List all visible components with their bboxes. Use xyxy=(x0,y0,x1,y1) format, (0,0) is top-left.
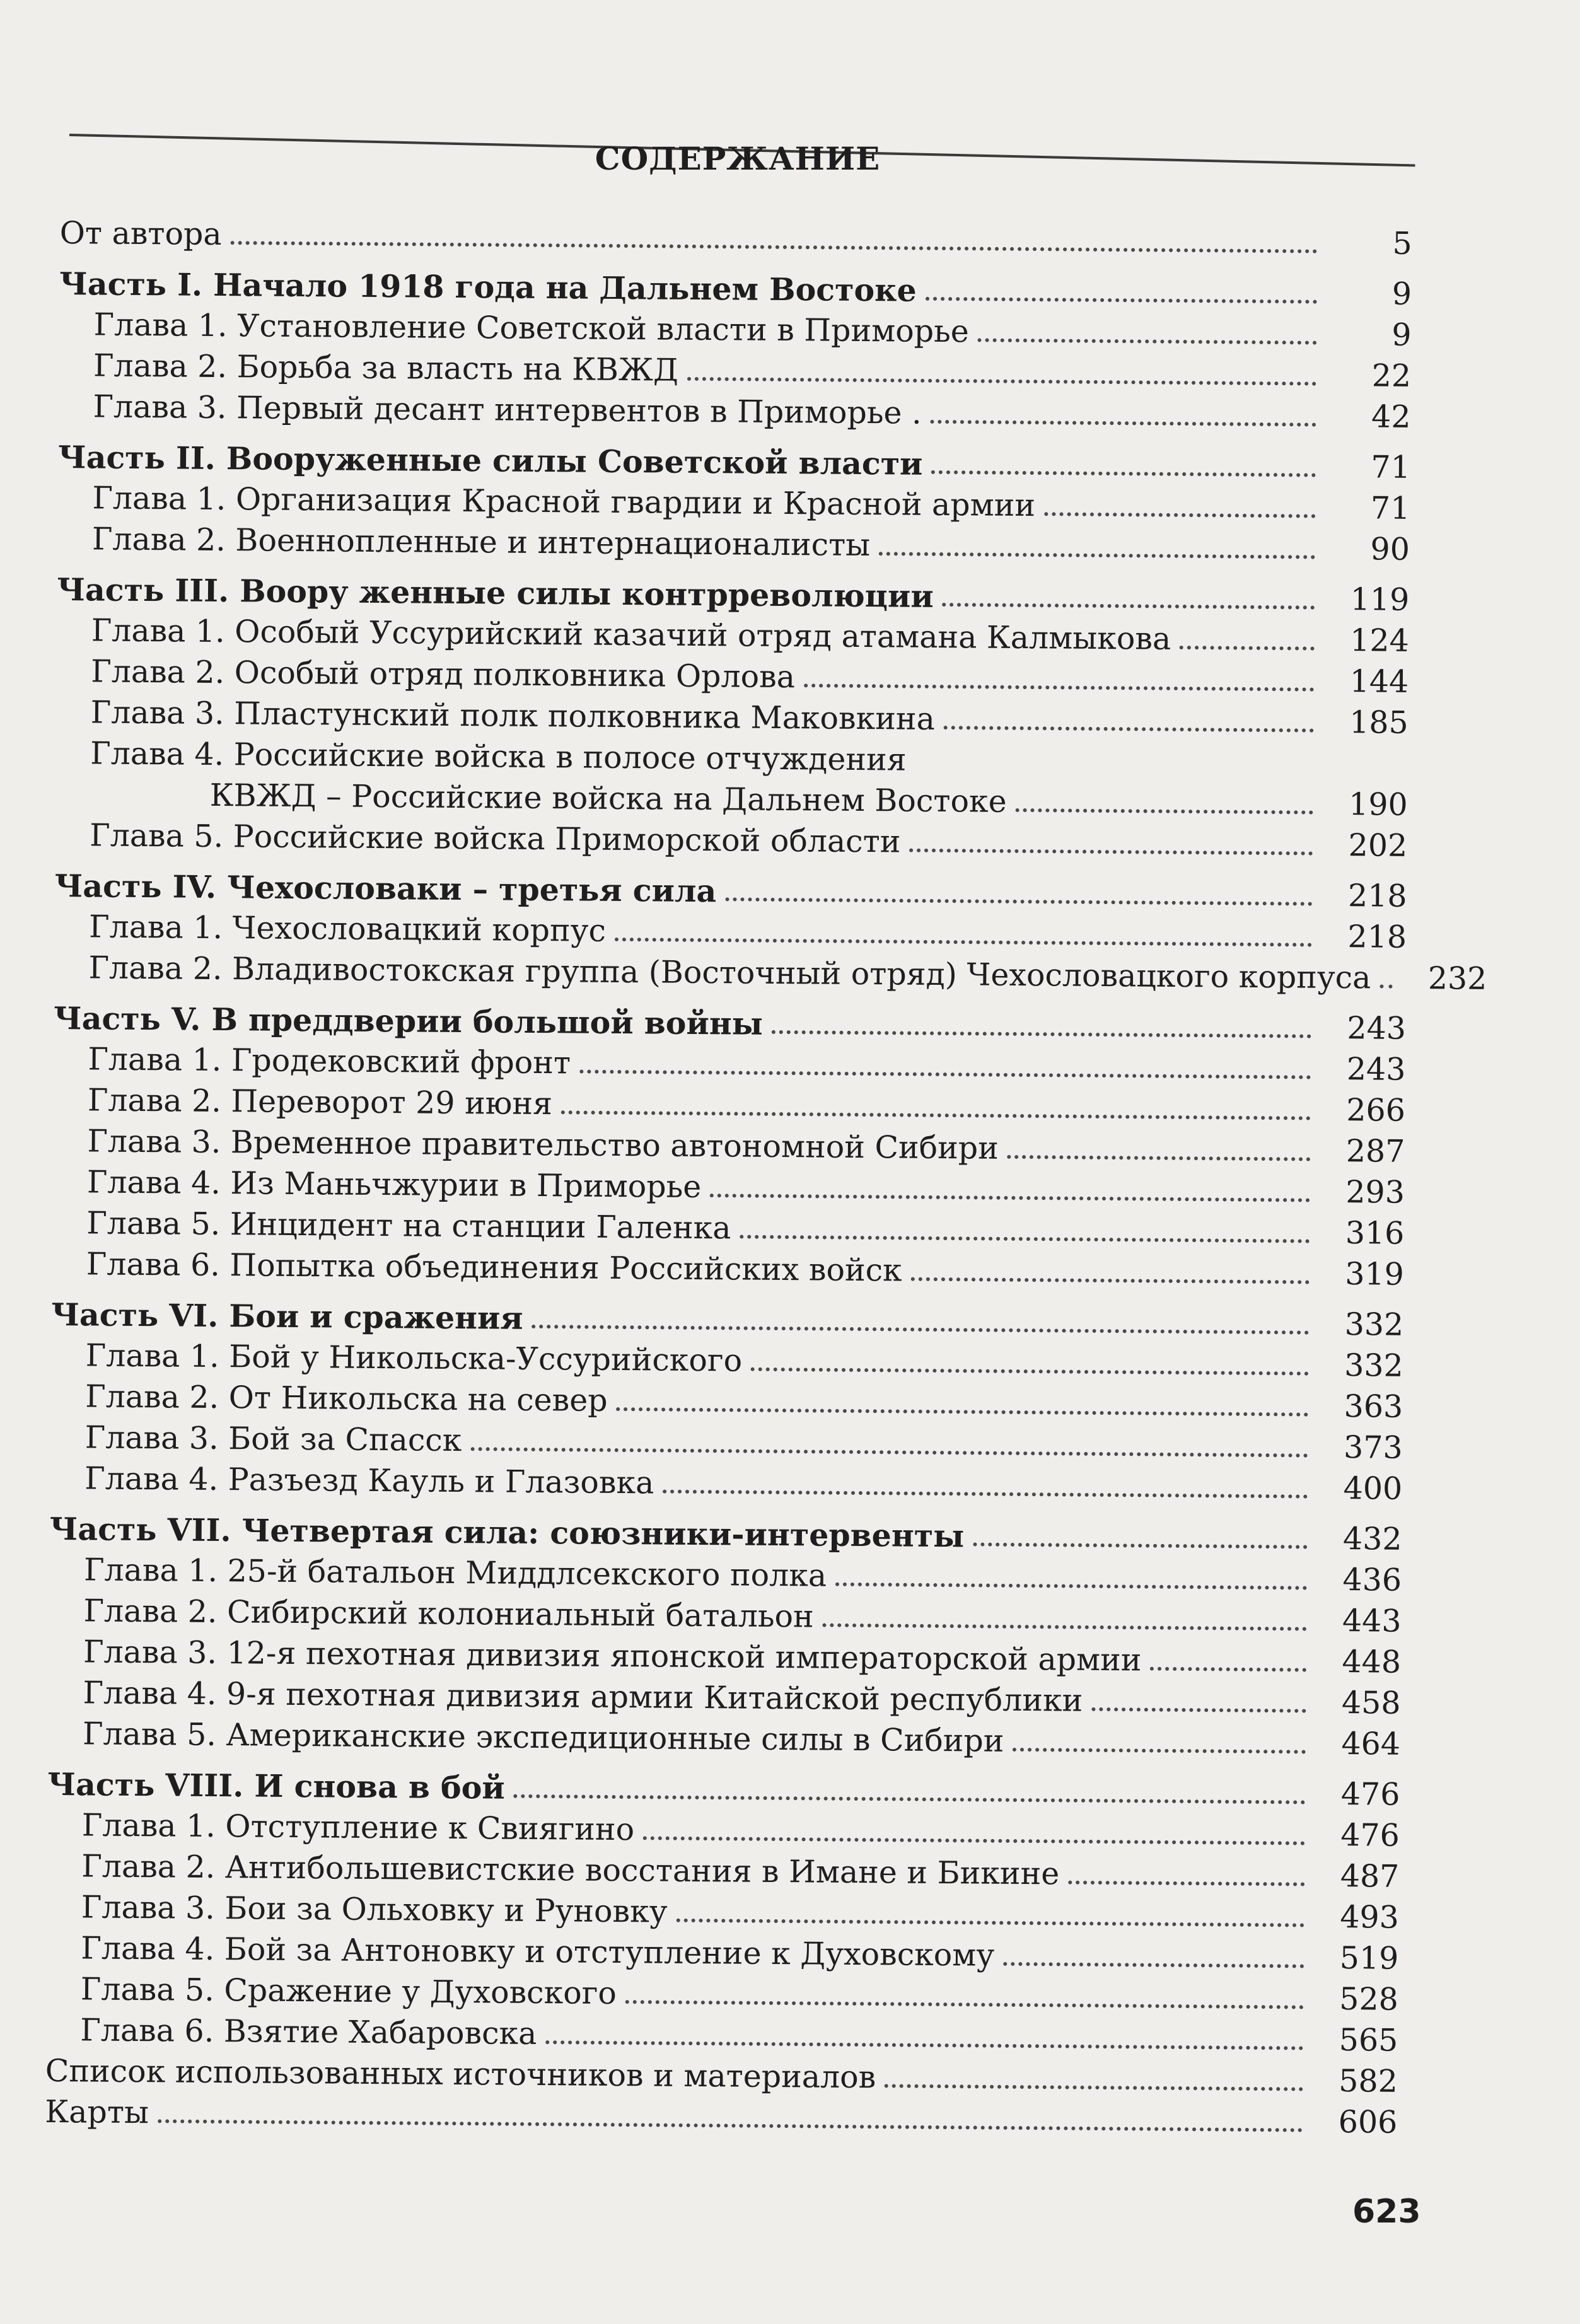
dot-leader xyxy=(1003,1962,1304,1968)
toc-entry-title: Глава 2. Особый отряд полковника Орлова xyxy=(91,653,796,695)
toc-entry xyxy=(55,776,1408,824)
toc-entry-title: Глава 1. Отступление к Свиягино xyxy=(81,1807,635,1848)
dot-leader xyxy=(710,1194,1310,1202)
toc-entry-title: Часть VII. Четвертая сила: союзники-интервенты xyxy=(49,1510,965,1555)
toc-page-number: 464 xyxy=(1341,1726,1401,1762)
toc-entry-title: От автора xyxy=(59,214,222,253)
toc-page-number: 185 xyxy=(1349,704,1409,741)
toc-entry-title: Глава 5. Сражение у Духовского xyxy=(80,1971,617,2012)
toc-entry-title: Часть III. Воору женные силы контрреволюции xyxy=(57,571,934,615)
toc-entry-title: Глава 2. Сибирский колониальный батальон xyxy=(83,1593,814,1635)
dot-leader xyxy=(1008,1155,1311,1161)
toc-page-number: 316 xyxy=(1345,1215,1405,1252)
dot-leader xyxy=(931,470,1316,477)
toc-entry xyxy=(57,612,1409,660)
toc-entry xyxy=(54,908,1407,956)
dot-leader xyxy=(230,241,1317,253)
toc-entry-title: Часть VI. Бои и сражения xyxy=(51,1296,523,1337)
toc-entry xyxy=(46,1970,1398,2019)
dot-leader xyxy=(625,2000,1304,2009)
toc-page-number: 332 xyxy=(1344,1306,1404,1343)
toc-part-entry xyxy=(57,571,1409,619)
toc-page-number: 293 xyxy=(1345,1174,1405,1211)
toc-entry-title: Глава 4. 9-я пехотная дивизия армии Китайской республики xyxy=(83,1675,1083,1719)
dot-leader xyxy=(615,938,1312,947)
toc-entry-title: Глава 4. Бой за Антоновку и отступление к Духовскому xyxy=(81,1930,995,1973)
toc-page-number: 363 xyxy=(1344,1388,1403,1425)
toc-page-number: 476 xyxy=(1340,1817,1400,1854)
dot-leader xyxy=(643,1836,1305,1845)
toc-entry-title: Глава 1. Установление Советской власти в Приморье xyxy=(93,306,970,350)
page-title: СОДЕРЖАНИЕ xyxy=(595,140,881,177)
toc-page-number: 144 xyxy=(1349,663,1409,700)
dot-leader xyxy=(545,2040,1303,2050)
dot-leader xyxy=(915,770,1313,774)
toc-entry-title: Глава 1. Особый Уссурийский казачий отряд атамана Калмыкова xyxy=(91,612,1171,657)
toc-entry-title: Глава 5. Американские экспедиционные силы в Сибири xyxy=(82,1716,1004,1759)
dot-leader xyxy=(978,338,1317,344)
dot-leader xyxy=(909,849,1313,856)
dot-leader xyxy=(1091,1707,1306,1713)
toc-entry-title: Глава 3. 12-я пехотная дивизия японской императорской армии xyxy=(83,1634,1142,1678)
toc-page-number xyxy=(1313,782,1408,783)
toc-page-number: 90 xyxy=(1370,531,1410,567)
dot-leader xyxy=(926,297,1317,304)
toc-entry xyxy=(45,2052,1398,2101)
toc-entry-title: Глава 2. Военнопленные и интернационалисты xyxy=(91,521,871,564)
toc-page-number: 218 xyxy=(1347,919,1407,955)
toc-entry-title: Глава 1. Гродековский фронт xyxy=(88,1041,571,1081)
toc-page-number: 9 xyxy=(1391,276,1412,312)
toc-entry xyxy=(46,1929,1398,1978)
dot-leader xyxy=(1044,512,1315,518)
dot-leader xyxy=(579,1070,1311,1079)
toc-entry-title: Глава 1. Организация Красной гвардии и Красной армии xyxy=(92,480,1036,524)
toc-page-number: 319 xyxy=(1345,1256,1405,1293)
toc-page-number: 448 xyxy=(1342,1644,1402,1680)
dot-leader xyxy=(973,1542,1307,1548)
toc-entry xyxy=(55,816,1407,865)
toc-page-number: 243 xyxy=(1347,1010,1407,1047)
toc-page-number: 565 xyxy=(1339,2022,1398,2059)
toc-entry-title: Глава 5. Российские войска Приморской области xyxy=(90,817,901,860)
toc-entry-title: Глава 4. Разъезд Кауль и Глазовка xyxy=(84,1460,654,1501)
dot-leader xyxy=(943,603,1315,610)
dot-leader xyxy=(663,1490,1308,1499)
toc-entry-title: Глава 1. Чехословацкий корпус xyxy=(88,909,607,949)
toc-entry-title: Глава 2. Переворот 29 июня xyxy=(87,1082,553,1122)
toc-entry xyxy=(50,1460,1402,1508)
toc-entry xyxy=(49,1633,1401,1682)
dot-leader xyxy=(676,1919,1304,1927)
toc-page-number: 266 xyxy=(1346,1092,1406,1129)
toc-page-number: 9 xyxy=(1391,317,1412,353)
toc-entry-title: Часть IV. Чехословаки – третья сила xyxy=(54,867,717,910)
dot-leader xyxy=(772,1030,1311,1038)
toc-page-number: 487 xyxy=(1340,1858,1400,1895)
toc-entry-title: Глава 5. Инцидент на станции Галенка xyxy=(86,1205,731,1246)
toc-entry xyxy=(45,2093,1397,2142)
toc-page-number: 22 xyxy=(1371,357,1412,394)
dot-leader xyxy=(158,2119,1303,2132)
toc-entry xyxy=(60,214,1412,263)
toc-page-number: 218 xyxy=(1347,878,1407,914)
toc-page-number: 332 xyxy=(1344,1347,1403,1384)
dot-leader xyxy=(1013,1748,1306,1754)
dot-leader xyxy=(1180,646,1315,651)
dot-leader xyxy=(616,1407,1308,1417)
toc-entry-title: Карты xyxy=(45,2093,149,2131)
table-of-contents xyxy=(45,214,1487,2141)
toc-page-number: 71 xyxy=(1370,490,1410,526)
toc-entry xyxy=(52,1204,1404,1253)
dot-leader xyxy=(725,897,1312,905)
toc-page-number: 582 xyxy=(1339,2063,1398,2100)
toc-entry-title: Глава 3. Пластунский полк полковника Маковкина xyxy=(90,694,936,737)
toc-entry xyxy=(50,1419,1403,1467)
toc-entry-title: Глава 3. Первый десант интервентов в Приморье . xyxy=(93,388,922,431)
toc-page-number: 432 xyxy=(1342,1521,1402,1557)
dot-leader xyxy=(944,726,1314,733)
dot-leader xyxy=(885,2084,1303,2091)
toc-entry xyxy=(45,2011,1398,2060)
toc-page-number: 71 xyxy=(1371,449,1411,485)
page-number: 623 xyxy=(1352,2193,1421,2231)
toc-entry xyxy=(52,1245,1404,1294)
toc-page-number: 243 xyxy=(1346,1051,1406,1088)
toc-entry-title: Часть VIII. И снова в бой xyxy=(47,1765,505,1806)
toc-part-entry xyxy=(59,265,1412,313)
toc-page-number: 232 xyxy=(1427,960,1487,997)
toc-entry xyxy=(49,1551,1402,1600)
toc-page-number: 443 xyxy=(1342,1603,1402,1639)
toc-page-number: 606 xyxy=(1338,2104,1398,2141)
toc-entry-title: Глава 2. Борьба за власть на КВЖД xyxy=(93,347,679,388)
toc-part-entry xyxy=(49,1510,1402,1559)
toc-entry-title: Глава 2. От Никольска на север xyxy=(85,1378,608,1419)
toc-entry xyxy=(52,1163,1405,1212)
toc-entry-title: Глава 4. Российские войска в полосе отчуждения xyxy=(90,735,907,778)
dot-leader xyxy=(804,683,1314,691)
toc-entry xyxy=(48,1715,1400,1763)
toc-entry-title: Глава 2. Владивостокская группа (Восточный отряд) Чехословацкого корпуса xyxy=(88,950,1371,996)
toc-entry xyxy=(55,735,1408,783)
toc-entry-title: Глава 6. Взятие Хабаровска xyxy=(80,2012,537,2052)
dot-leader xyxy=(1068,1881,1304,1886)
toc-entry xyxy=(53,1081,1405,1130)
toc-entry xyxy=(53,1040,1405,1089)
dot-leader xyxy=(561,1110,1311,1120)
toc-page-number: 42 xyxy=(1371,398,1411,435)
toc-entry xyxy=(56,694,1409,742)
toc-entry xyxy=(57,520,1410,569)
toc-entry-title: Глава 3. Временное правительство автономной Сибири xyxy=(87,1123,999,1166)
toc-part-entry xyxy=(54,999,1406,1048)
toc-entry-title: Глава 1. 25-й батальон Миддлсекского полка xyxy=(83,1552,827,1594)
toc-entry xyxy=(50,1378,1403,1426)
toc-part-entry xyxy=(47,1765,1400,1814)
toc-entry-title: Часть II. Вооруженные силы Советской власти xyxy=(57,438,923,482)
toc-entry xyxy=(59,347,1411,395)
toc-entry-title: Глава 1. Бой у Никольска-Уссурийского xyxy=(85,1337,743,1379)
toc-entry xyxy=(58,388,1410,436)
toc-page-number: 124 xyxy=(1350,622,1409,659)
toc-entry xyxy=(47,1847,1399,1896)
toc-entry xyxy=(52,1122,1405,1171)
toc-page-number: 519 xyxy=(1339,1940,1399,1977)
dot-leader xyxy=(823,1624,1307,1631)
toc-entry-title: Глава 3. Бой за Спасск xyxy=(84,1419,462,1459)
toc-entry-title: Глава 3. Бои за Ольховку и Руновку xyxy=(81,1889,668,1930)
dot-leader xyxy=(931,420,1316,427)
toc-part-entry xyxy=(54,867,1407,915)
dot-leader xyxy=(1150,1667,1306,1672)
toc-page-number: 190 xyxy=(1348,786,1408,823)
dot-leader xyxy=(687,377,1316,386)
toc-entry xyxy=(49,1592,1401,1641)
toc-entry xyxy=(56,653,1409,701)
toc-page-number: 202 xyxy=(1348,827,1408,864)
toc-entry-title: Часть I. Начало 1918 года на Дальнем Востоке xyxy=(59,265,917,309)
toc-entry-title: Глава 4. Из Маньчжурии в Приморье xyxy=(86,1164,702,1206)
toc-entry xyxy=(51,1337,1403,1385)
dot-leader xyxy=(879,552,1315,559)
dot-leader xyxy=(911,1277,1310,1284)
toc-entry xyxy=(47,1806,1400,1855)
dot-leader xyxy=(835,1583,1307,1590)
toc-entry-title: Список использованных источников и материалов xyxy=(45,2052,876,2096)
toc-page-number: 287 xyxy=(1345,1133,1405,1170)
toc-page-number: 476 xyxy=(1340,1776,1400,1813)
toc-entry-title: Глава 6. Попытка объединения Российских войск xyxy=(86,1246,902,1289)
toc-entry-title: Часть V. В преддверии большой войны xyxy=(53,999,764,1042)
dot-leader xyxy=(1380,984,1392,988)
toc-entry-title: Глава 2. Антибольшевистские восстания в Имане и Бикине xyxy=(81,1848,1060,1892)
toc-entry xyxy=(48,1674,1400,1723)
toc-part-entry xyxy=(58,438,1410,487)
toc-page-number: 373 xyxy=(1343,1429,1403,1466)
dot-leader xyxy=(470,1447,1308,1457)
toc-page-number: 436 xyxy=(1342,1562,1402,1598)
toc-page-number: 458 xyxy=(1341,1685,1401,1721)
dot-leader xyxy=(514,1794,1306,1804)
toc-page-number: 400 xyxy=(1343,1470,1403,1507)
toc-part-entry xyxy=(51,1296,1403,1344)
toc-entry xyxy=(54,949,1487,997)
toc-entry-title: КВЖД – Российские войска на Дальнем Востоке xyxy=(209,777,1007,820)
dot-leader xyxy=(740,1235,1310,1243)
dot-leader xyxy=(532,1325,1309,1335)
toc-page-number: 119 xyxy=(1350,581,1410,618)
toc-entry xyxy=(47,1888,1399,1937)
dot-leader xyxy=(1015,808,1313,815)
toc-entry xyxy=(57,479,1410,528)
toc-page-number: 493 xyxy=(1340,1899,1400,1936)
toc-page-number: 528 xyxy=(1339,1981,1399,2018)
dot-leader xyxy=(751,1368,1309,1376)
toc-page-number: 5 xyxy=(1392,225,1412,262)
toc-entry xyxy=(59,306,1411,354)
